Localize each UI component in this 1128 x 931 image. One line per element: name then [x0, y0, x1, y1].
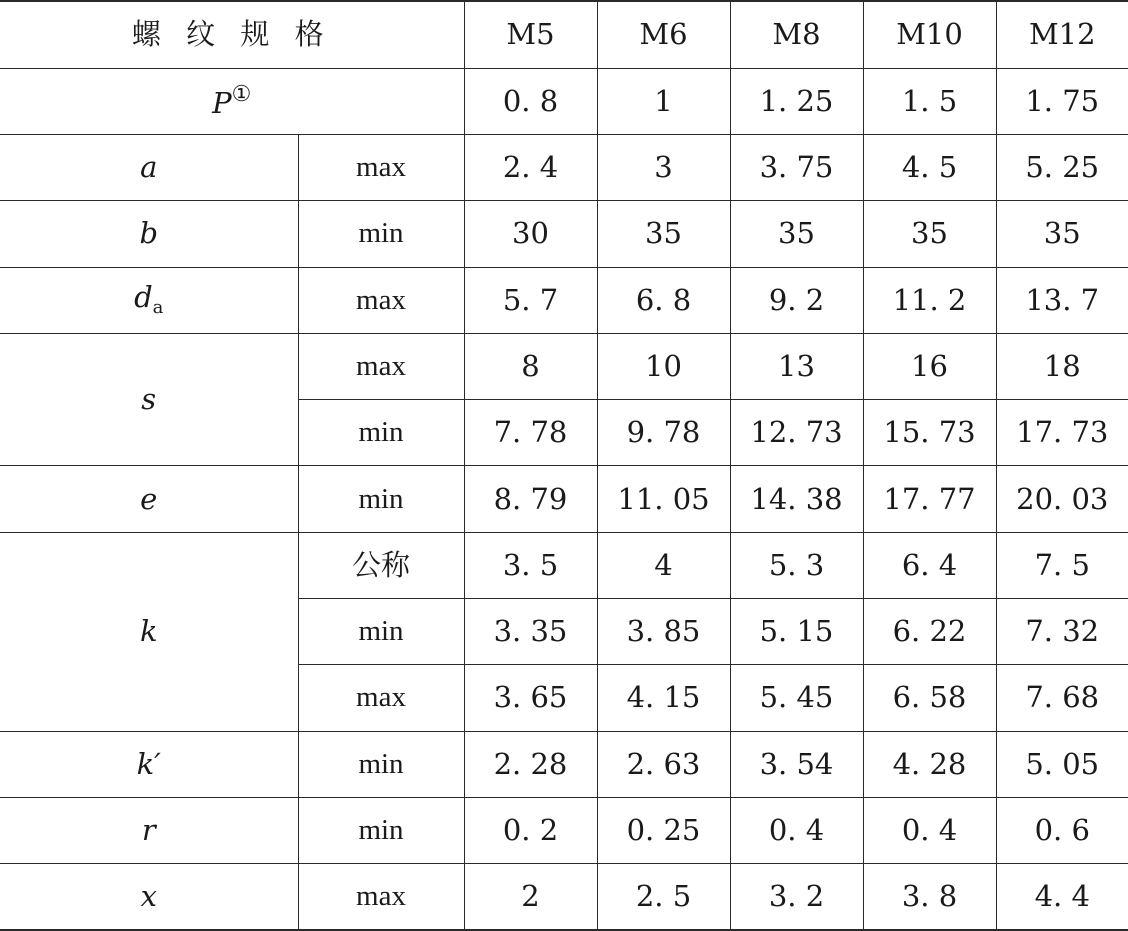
table-cell: 7. 78	[464, 400, 597, 466]
table-cell: 8	[464, 333, 597, 399]
table-cell: 35	[597, 201, 730, 267]
table-cell: 0. 4	[730, 797, 863, 863]
table-cell: 3	[597, 135, 730, 201]
row-symbol: a	[0, 135, 298, 201]
table-cell: 2. 63	[597, 731, 730, 797]
table-cell: 1. 75	[996, 68, 1128, 134]
row-symbol: b	[0, 201, 298, 267]
row-limit-label: min	[298, 400, 464, 466]
row-limit-label: min	[298, 731, 464, 797]
header-row	[0, 1, 1128, 68]
table-cell: 20. 03	[996, 466, 1128, 532]
da-subscript: a	[152, 297, 164, 319]
table-cell: 3. 5	[464, 532, 597, 598]
row-x	[0, 864, 1128, 930]
size-header: M6	[597, 1, 730, 68]
row-symbol: e	[0, 466, 298, 532]
table-cell: 10	[597, 333, 730, 399]
table-cell: 2. 5	[597, 864, 730, 930]
table-cell: 35	[863, 201, 996, 267]
row-limit-label: min	[298, 797, 464, 863]
table-cell: 3. 85	[597, 599, 730, 665]
row-e	[0, 466, 1128, 532]
table-cell: 35	[730, 201, 863, 267]
table-cell: 35	[996, 201, 1128, 267]
row-limit-label: max	[298, 665, 464, 731]
table-cell: 3. 2	[730, 864, 863, 930]
row-symbol	[0, 267, 298, 333]
table-cell: 6. 22	[863, 599, 996, 665]
table-cell: 18	[996, 333, 1128, 399]
da-letter: d	[134, 280, 153, 315]
size-header: M8	[730, 1, 863, 68]
table-cell: 5. 7	[464, 267, 597, 333]
row-limit-label: max	[298, 267, 464, 333]
table-cell: 1. 25	[730, 68, 863, 134]
table-cell: 7. 68	[996, 665, 1128, 731]
table-cell: 13. 7	[996, 267, 1128, 333]
table-cell: 2	[464, 864, 597, 930]
table-cell: 7. 5	[996, 532, 1128, 598]
table-cell: 11. 2	[863, 267, 996, 333]
table-cell: 13	[730, 333, 863, 399]
row-limit-label: max	[298, 135, 464, 201]
table-cell: 2. 4	[464, 135, 597, 201]
table-cell: 15. 73	[863, 400, 996, 466]
table-cell: 0. 2	[464, 797, 597, 863]
table-cell: 8. 79	[464, 466, 597, 532]
row-limit-label: min	[298, 201, 464, 267]
row-limit-label: 公称	[298, 532, 464, 598]
table-cell: 9. 78	[597, 400, 730, 466]
table-cell: 0. 8	[464, 68, 597, 134]
table-cell: 0. 25	[597, 797, 730, 863]
table-cell: 3. 65	[464, 665, 597, 731]
table-cell: 3. 54	[730, 731, 863, 797]
table-cell: 5. 25	[996, 135, 1128, 201]
thread-spec-heading: 螺 纹 规 格	[0, 1, 464, 68]
footnote-mark: ①	[231, 82, 252, 108]
row-pitch	[0, 68, 1128, 134]
pitch-symbol	[0, 68, 464, 134]
row-b	[0, 201, 1128, 267]
table-cell: 5. 3	[730, 532, 863, 598]
row-k-nominal	[0, 532, 1128, 598]
row-r	[0, 797, 1128, 863]
table-cell: 1	[597, 68, 730, 134]
row-symbol: x	[0, 864, 298, 930]
table-cell: 1. 5	[863, 68, 996, 134]
row-limit-label: min	[298, 466, 464, 532]
pitch-letter: P	[212, 86, 232, 121]
table-cell: 3. 75	[730, 135, 863, 201]
table-cell: 6. 4	[863, 532, 996, 598]
row-limit-label: max	[298, 333, 464, 399]
row-symbol: k′	[0, 731, 298, 797]
table-cell: 11. 05	[597, 466, 730, 532]
table-cell: 5. 15	[730, 599, 863, 665]
table-cell: 16	[863, 333, 996, 399]
table-cell: 17. 77	[863, 466, 996, 532]
table-cell: 17. 73	[996, 400, 1128, 466]
table-cell: 9. 2	[730, 267, 863, 333]
row-da	[0, 267, 1128, 333]
table-cell: 6. 58	[863, 665, 996, 731]
size-header: M10	[863, 1, 996, 68]
row-limit-label: max	[298, 864, 464, 930]
size-header: M5	[464, 1, 597, 68]
table-cell: 6. 8	[597, 267, 730, 333]
row-symbol: k	[0, 532, 298, 731]
table-cell: 5. 45	[730, 665, 863, 731]
table-cell: 0. 4	[863, 797, 996, 863]
table-cell: 3. 35	[464, 599, 597, 665]
row-a	[0, 135, 1128, 201]
row-k-prime	[0, 731, 1128, 797]
table-cell: 12. 73	[730, 400, 863, 466]
table-cell: 14. 38	[730, 466, 863, 532]
row-symbol: s	[0, 333, 298, 466]
table-cell: 4. 28	[863, 731, 996, 797]
table-cell: 0. 6	[996, 797, 1128, 863]
row-s-max	[0, 333, 1128, 399]
table-cell: 30	[464, 201, 597, 267]
table-cell: 4. 5	[863, 135, 996, 201]
size-header: M12	[996, 1, 1128, 68]
row-symbol: r	[0, 797, 298, 863]
row-limit-label: min	[298, 599, 464, 665]
table-cell: 3. 8	[863, 864, 996, 930]
table-cell: 4. 15	[597, 665, 730, 731]
table-cell: 7. 32	[996, 599, 1128, 665]
table-cell: 4. 4	[996, 864, 1128, 930]
table-cell: 5. 05	[996, 731, 1128, 797]
table-cell: 4	[597, 532, 730, 598]
table-cell: 2. 28	[464, 731, 597, 797]
